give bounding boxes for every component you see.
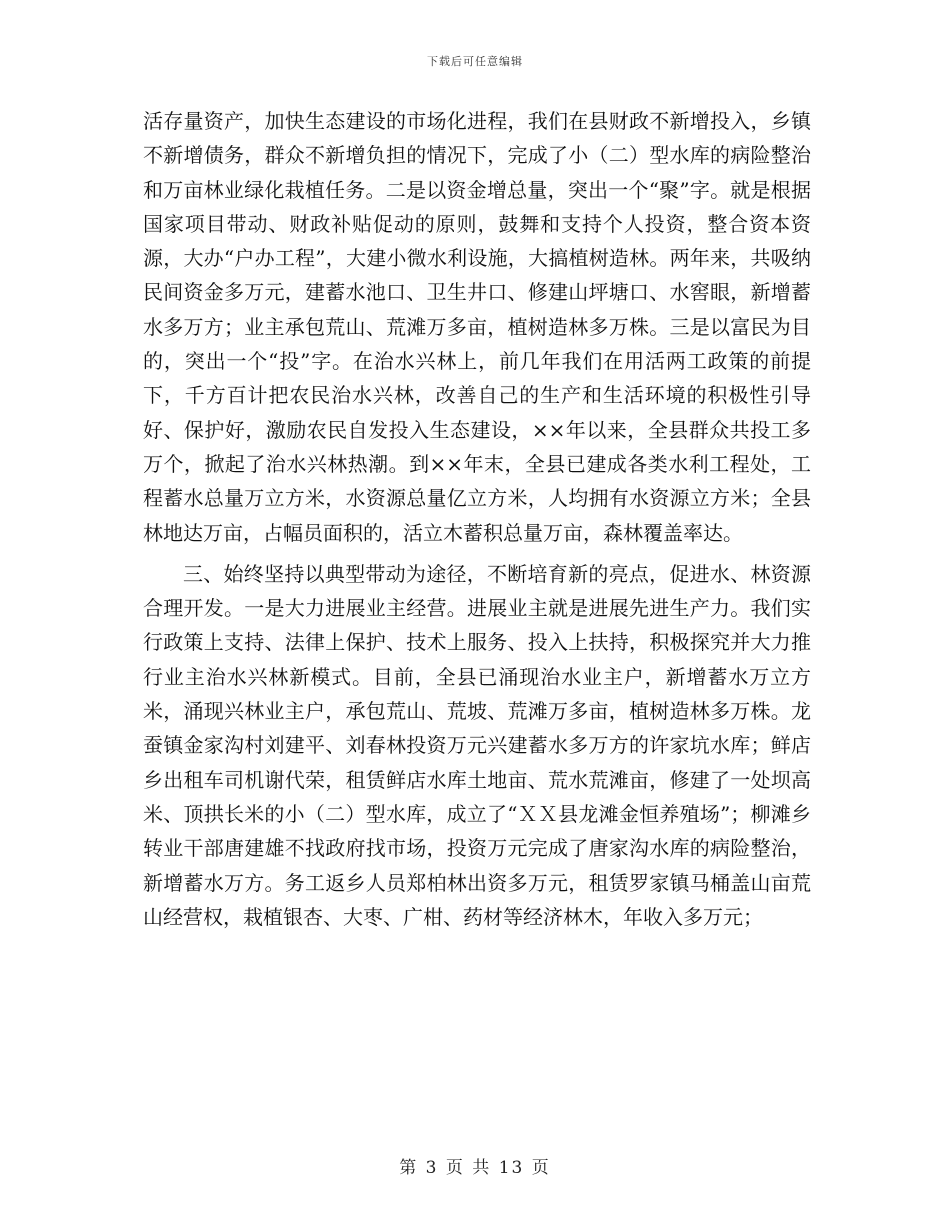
page-number: 第 3 页 共 13 页 [399, 1158, 551, 1178]
document-body [143, 104, 811, 934]
paragraph-section-three: 三、始终坚持以典型带动为途径，不断培育新的亮点，促进水、林资源合理开发。一是大力进展业主经营。进展业主就是进展先进生产力。我们实行政策上支持、法律上保护、技术上服务、投入上扶持，积极探究并大力推行业主治水兴林新模式。目前，全县已涌现治水业主户，新增蓄水万立方米，涌现兴林业主户，承包荒山、荒坡、荒滩万多亩，植树造林多万株。龙蚕镇金家沟村刘建平、刘春林投资万元兴建蓄水多万方的许家坑水库；鲜店乡出租车司机谢代荣，租赁鲜店水库土地亩、荒水荒滩亩，修建了一处坝高米、顶拱长米的小（二）型水库，成立了“ＸＸ县龙滩金恒养殖场”；柳滩乡转业干部唐建雄不找政府找市场，投资万元完成了唐家沟水库的病险整治，新增蓄水万方。务工返乡人员郑柏林出资多万元，租赁罗家镇马桶盖山亩荒山经营权，栽植银杏、大枣、广柑、药材等经济林木，年收入多万元； [143, 561, 811, 929]
paragraph-continuation: 活存量资产，加快生态建设的市场化进程，我们在县财政不新增投入，乡镇不新增债务，群众不新增负担的情况下，完成了小（二）型水库的病险整治和万亩林业绿化栽植任务。二是以资金增总量，突出一个“聚”字。就是根据国家项目带动、财政补贴促动的原则，鼓舞和支持个人投资，整合资本资源，大办“户办工程”，大建小微水利设施，大搞植树造林。两年来，共吸纳民间资金多万元，建蓄水池口、卫生井口、修建山坪塘口、水窖眼，新增蓄水多万方；业主承包荒山、荒滩万多亩，植树造林多万株。三是以富民为目的，突出一个“投”字。在治水兴林上，前几年我们在用活两工政策的前提下，千方百计把农民治水兴林，改善自己的生产和生活环境的积极性引导好、保护好，激励农民自发投入生态建设，××年以来，全县群众共投工多万个，掀起了治水兴林热潮。到××年末，全县已建成各类水利工程处，工程蓄水总量万立方米，水资源总量亿立方米，人均拥有水资源立方米；全县林地达万亩，占幅员面积的，活立木蓄积总量万亩，森林覆盖率达。 [143, 109, 811, 545]
page-header-note: 下载后可任意编辑 [427, 55, 523, 68]
